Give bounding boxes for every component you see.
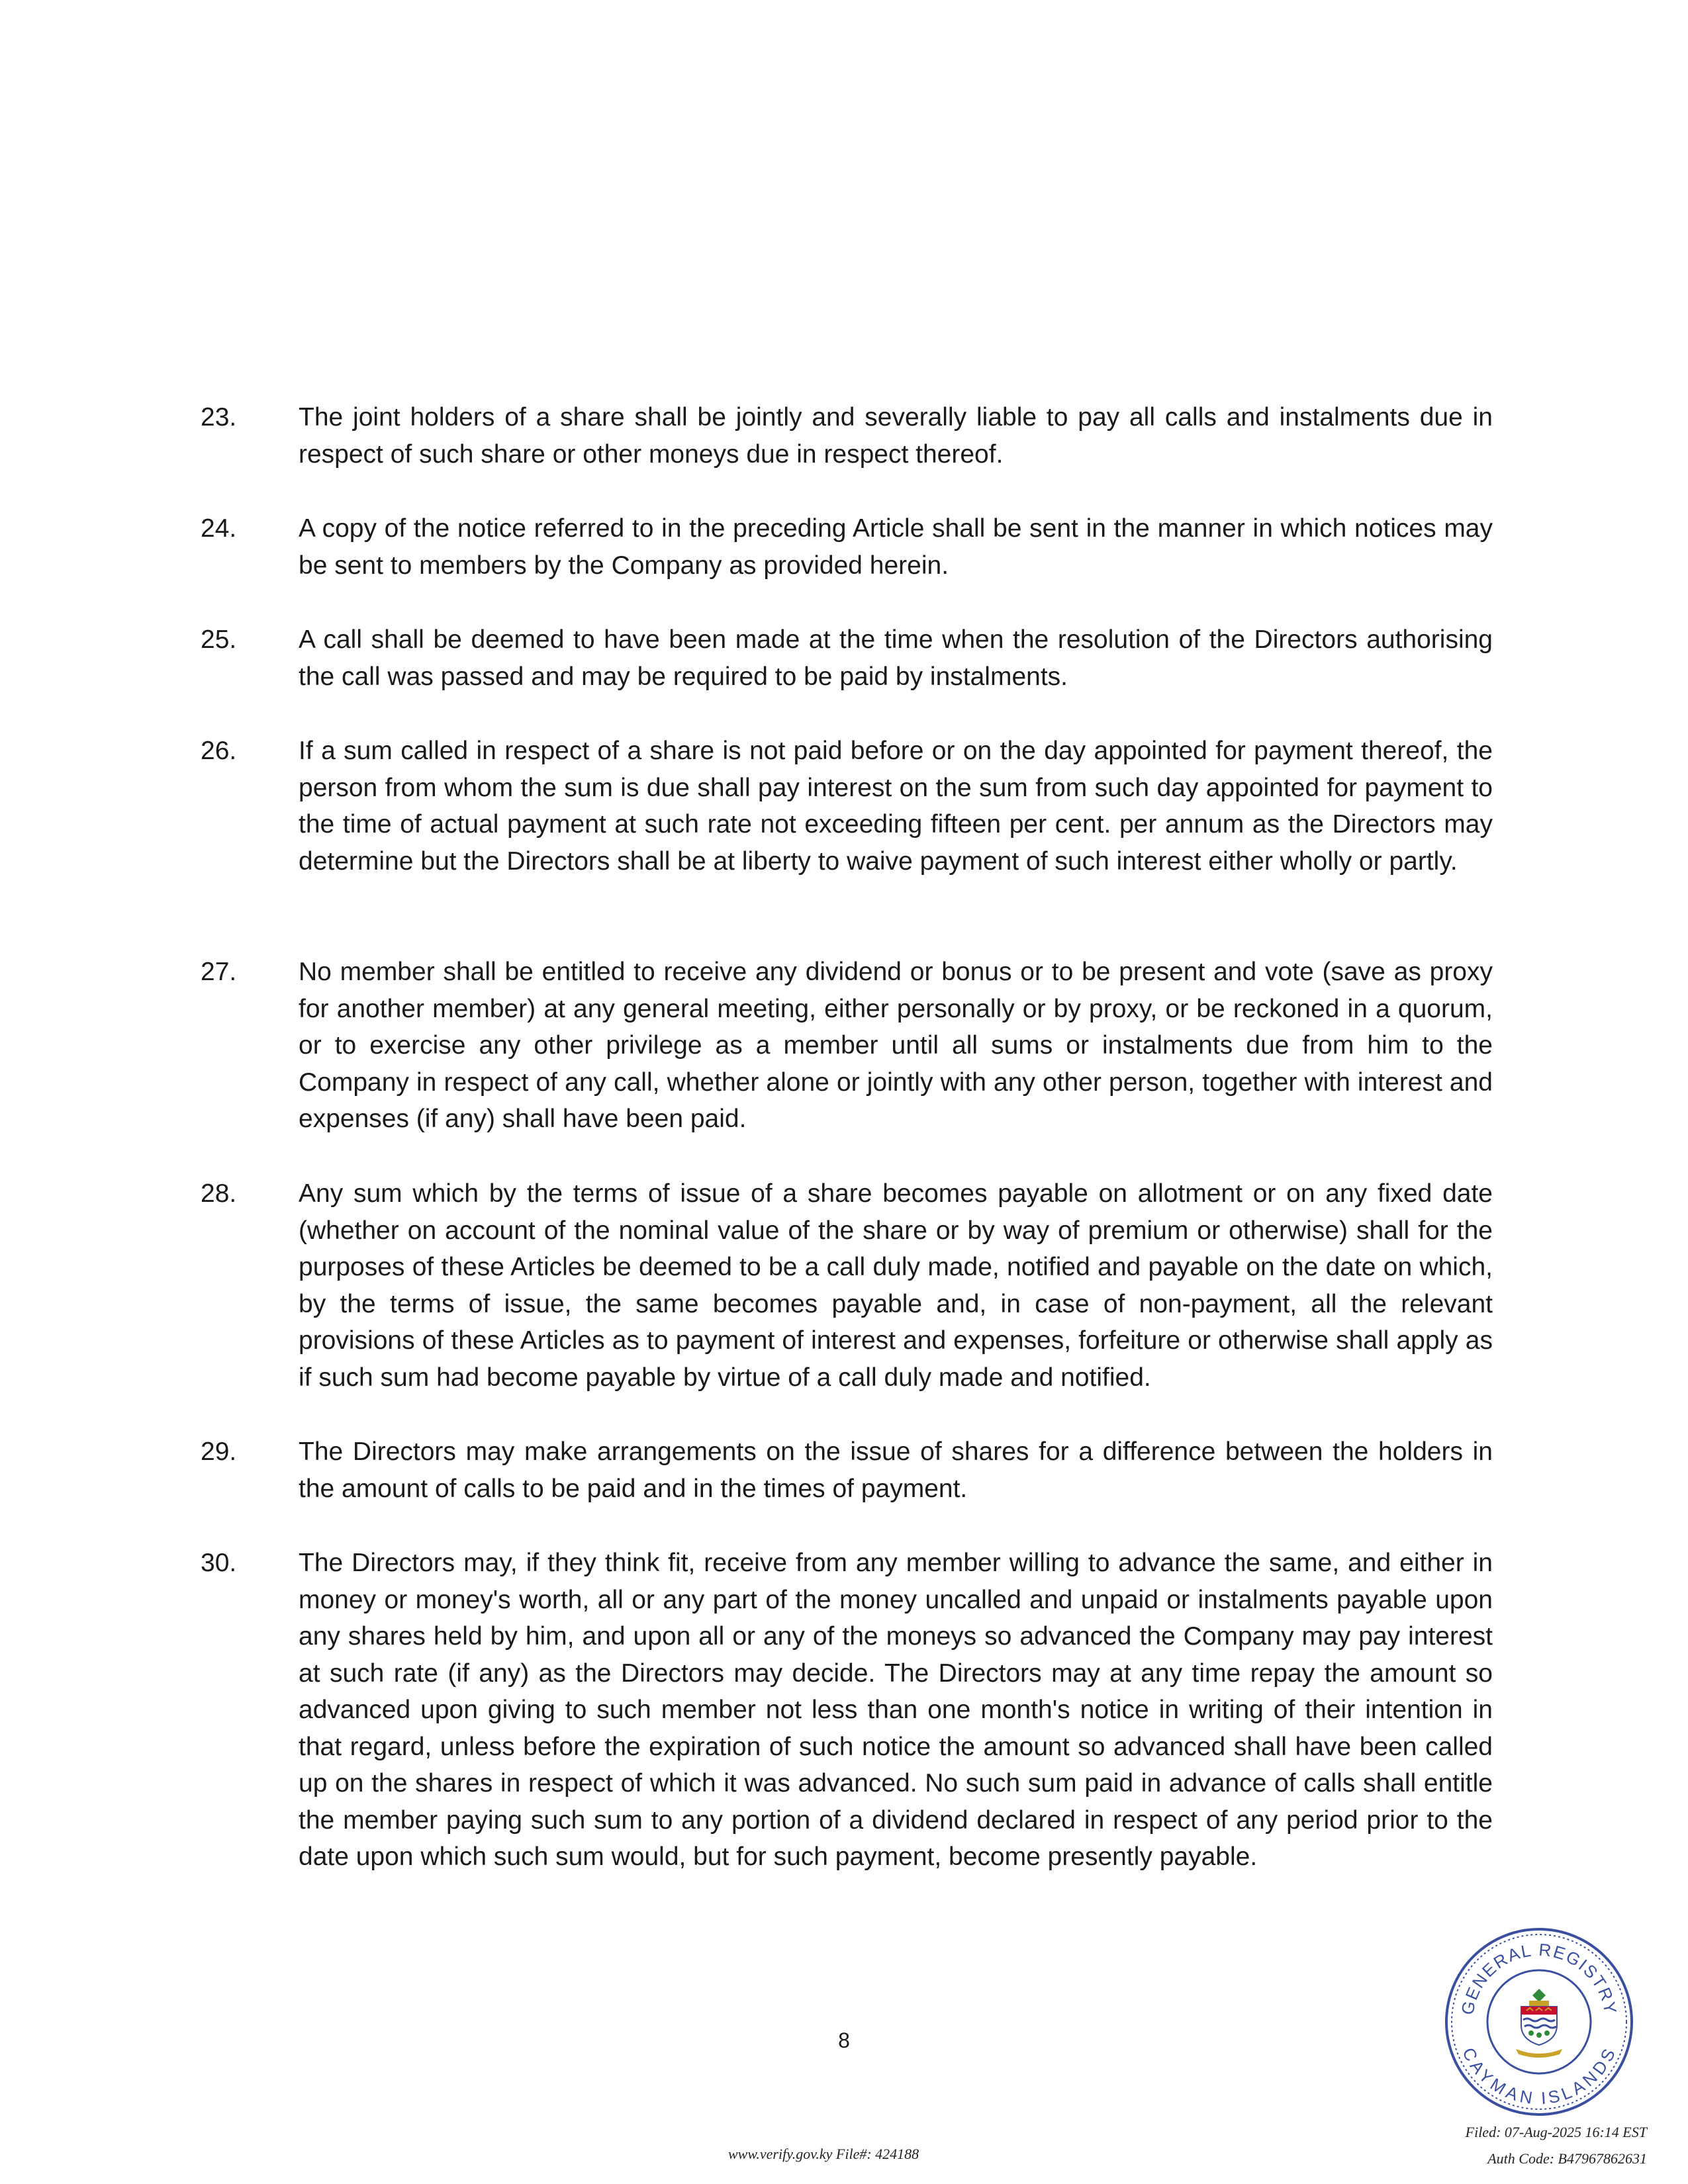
article-text: No member shall be entitled to receive any dividend or bonus or to be present and vote (save as proxy for another member) at any general meeting, either personally or by proxy, or be reckoned in a quorum, or to exercise any other privilege as a member until all sums or instalments due from him to the Company in respect of any call, whether alone or jointly with any other person, together with interest and expenses (if any) shall have been paid. [299,958,1493,1133]
article-text: The Directors may make arrangements on the issue of shares for a difference between the holders in the amount of calls to be paid and in the times of payment. [299,1437,1493,1503]
article-24 [201,510,1493,584]
article-text: The Directors may, if they think fit, receive from any member willing to advance the same, and either in money or money's worth, all or any part of the money uncalled and unpaid or instalments payable upon any shares held by him, and upon all or any of the moneys so advanced the Company may pay interest at such rate (if any) as the Directors may decide. The Directors may at any time repay the amount so advanced upon giving to such member not less than one month's notice in writing of their intention in that regard, unless before the expiration of such notice the amount so advanced shall have been called up on the shares in respect of which it was advanced. No such sum paid in advance of calls shall entitle the member paying such sum to any portion of a dividend declared in respect of any period prior to the date upon which such sum would, but for such payment, become presently payable. [299,1549,1493,1871]
article-number: 26. [201,737,237,765]
article-text: Any sum which by the terms of issue of a share becomes payable on allotment or on any fixed date (whether on account of the nominal value of the share or by way of premium or otherwise) shall for the purposes of these Articles be deemed to be a call duly made, notified and payable on the date on which, by the terms of issue, the same becomes payable and, in case of non-payment, all the relevant provisions of these Articles as to payment of interest and expenses, forfeiture or otherwise shall apply as if such sum had become payable by virtue of a call duly made and notified. [299,1179,1493,1392]
article-30 [201,1545,1493,1876]
article-text: If a sum called in respect of a share is not paid before or on the day appointed for payment thereof, the person from whom the sum is due shall pay interest on the sum from such day appointed for payment to the time of actual payment at such rate not exceeding fifteen per cent. per annum as the Directors may determine but the Directors shall be at liberty to waive payment of such interest either wholly or partly. [299,737,1493,876]
article-29 [201,1433,1493,1507]
article-number: 25. [201,625,237,654]
article-text: A call shall be deemed to have been made at the time when the resolution of the Directors authorising the call was passed and may be required to be paid by instalments. [299,625,1493,691]
filed-date: Filed: 07-Aug-2025 16:14 EST [1465,2124,1647,2140]
article-number: 27. [201,958,237,986]
article-number: 28. [201,1179,237,1208]
article-number: 23. [201,403,237,432]
article-number: 30. [201,1549,237,1577]
page-number: 8 [838,2028,850,2052]
article-26 [201,733,1493,880]
article-number: 24. [201,514,237,543]
article-text: A copy of the notice referred to in the preceding Article shall be sent in the manner in which notices may be sent to members by the Company as provided herein. [299,514,1493,580]
seal-bottom-text: CAYMAN ISLANDS [1458,2044,1620,2109]
article-text: The joint holders of a share shall be jointly and severally liable to pay all calls and instalments due in respect of such share or other moneys due in respect thereof. [299,403,1493,469]
article-number: 29. [201,1437,237,1466]
general-registry-seal-icon [1443,1926,1635,2118]
filing-info [1466,2119,1647,2172]
verify-link[interactable]: www.verify.gov.ky File#: 424188 [728,2146,919,2162]
article-23 [201,399,1493,473]
article-28 [201,1175,1493,1396]
seal-top-text: GENERAL REGISTRY [1457,1939,1621,2017]
auth-code: Auth Code: B47967862631 [1487,2150,1647,2167]
article-27 [201,954,1493,1138]
article-25 [201,621,1493,695]
